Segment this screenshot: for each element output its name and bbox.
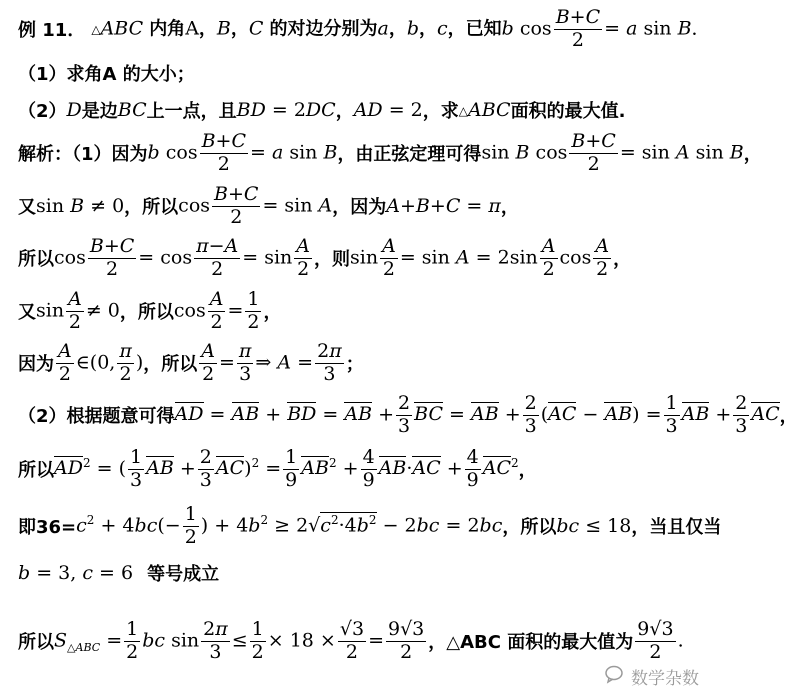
solution-line-4: 又 sin $\frac{A}{2}$ ≠ 0 ，所以 cos $\frac{A}{2}$ = $\frac{1}{2}$ ， — [18, 288, 282, 333]
text: ，△ABC 面积的最大值为 — [428, 632, 634, 654]
example-label: 例 11． — [18, 20, 86, 42]
question-2: （2） D 是边 BC 上一点，且 BD = 2DC ， AD = 2 ，求 △ABC 面积的最大值. — [18, 99, 626, 122]
text: ，则 — [314, 249, 350, 271]
text: 所以 — [18, 460, 54, 482]
solution-head: 解析：（1） — [18, 144, 112, 166]
text: 等号成立 — [147, 564, 220, 585]
text: ，所以 — [143, 354, 198, 376]
text: ，所以 — [119, 302, 174, 324]
text: ，当且仅当 — [631, 517, 722, 539]
example-stem — [18, 8, 711, 51]
chat-bubble-icon — [605, 665, 625, 688]
example-stem-math: △ABC 内角A，B，C 的对边分别为a，b，c，已知b cos $\frac{B+C}{2}$ = a sin B． — [91, 6, 711, 51]
text: ，因为 — [332, 197, 387, 219]
solution-line-1: 解析：（1） 因为 b cos $\frac{B+C}{2}$ = a sin B ，由正弦定理可得 sin B cos $\frac{B+C}{2}$ = sin A sin B ， — [18, 130, 762, 175]
text: ，所以 — [124, 197, 179, 219]
watermark-text: 数学杂数 — [631, 669, 699, 689]
text: 又 — [18, 197, 36, 219]
solution-line-10: 所以 $S_{\triangle ABC}$ = $\frac{1}{2}$ bc sin $\frac{2\pi}{3}$ ≤ $\frac{1}{2}$ × 18 × $\frac{√3}{2}$ = $\frac{9√3}{2}$ ，△ABC 面积的最大值为 $\frac{9√3}{2}$ . — [18, 618, 684, 663]
solution-line-5: 因为 $\frac{A}{2}$ ∈(0, $\frac{\pi}{2}$ ) ，所以 $\frac{A}{2}$ = $\frac{\pi}{3}$ ⇒ A = $\frac{2\pi}{3}$ ； — [18, 340, 364, 385]
solution-line-9: b = 3, c = 6 等号成立 — [18, 562, 220, 585]
text: ，由正弦定理可得 — [337, 144, 482, 166]
text: 所以 — [18, 632, 54, 654]
solution-line-8: 即36= $c^2 + 4bc(-$ $\frac{1}{2}$ ) + $4b^2 \ge 2√c^2\cdot 4b^2 - 2bc = 2bc$ ，所以 bc ≤ 18 ，当且仅当 — [18, 503, 722, 548]
text: 因为 — [18, 354, 54, 376]
solution-line-2: 又 sin B ≠ 0 ，所以 cos $\frac{B+C}{2}$ = sin A ，因为 A+B+C = π ， — [18, 183, 519, 228]
question-1 — [18, 60, 195, 86]
watermark — [605, 664, 699, 689]
solution-line-6: （2）根据题意可得 AD = AB + BD = AB + $\frac{2}{3}$ BC = AB + $\frac{2}{3}$ (AC − AB) = $\frac{1}{3}$ AB + $\frac{2}{3}$ AC ， — [18, 392, 798, 437]
solution-line-3: 所以 cos $\frac{B+C}{2}$ = cos $\frac{\pi-A}{2}$ = sin $\frac{A}{2}$ ，则 sin $\frac{A}{2}$ = sin A = 2sin $\frac{A}{2}$ cos $\frac{A}{2}$ ， — [18, 235, 632, 280]
text: 因为 — [111, 144, 148, 166]
text: （2）根据题意可得 — [18, 406, 175, 428]
text: 所以 — [18, 249, 54, 271]
text: 即36= — [18, 517, 77, 539]
solution-line-7: 所以 $AD^2$ = ( $\frac{1}{3}$ AB + $\frac{2}{3}$ AC)$^2$ = $\frac{1}{9}$ $AB^2$ + $\frac{4}{9}$ AB·AC + $\frac{4}{9}$ $AC^2$ ， — [18, 446, 537, 491]
text: ，所以 — [502, 517, 557, 539]
text: 又 — [18, 302, 36, 324]
question-1-text: （1）求角A 的大小； — [18, 64, 195, 85]
